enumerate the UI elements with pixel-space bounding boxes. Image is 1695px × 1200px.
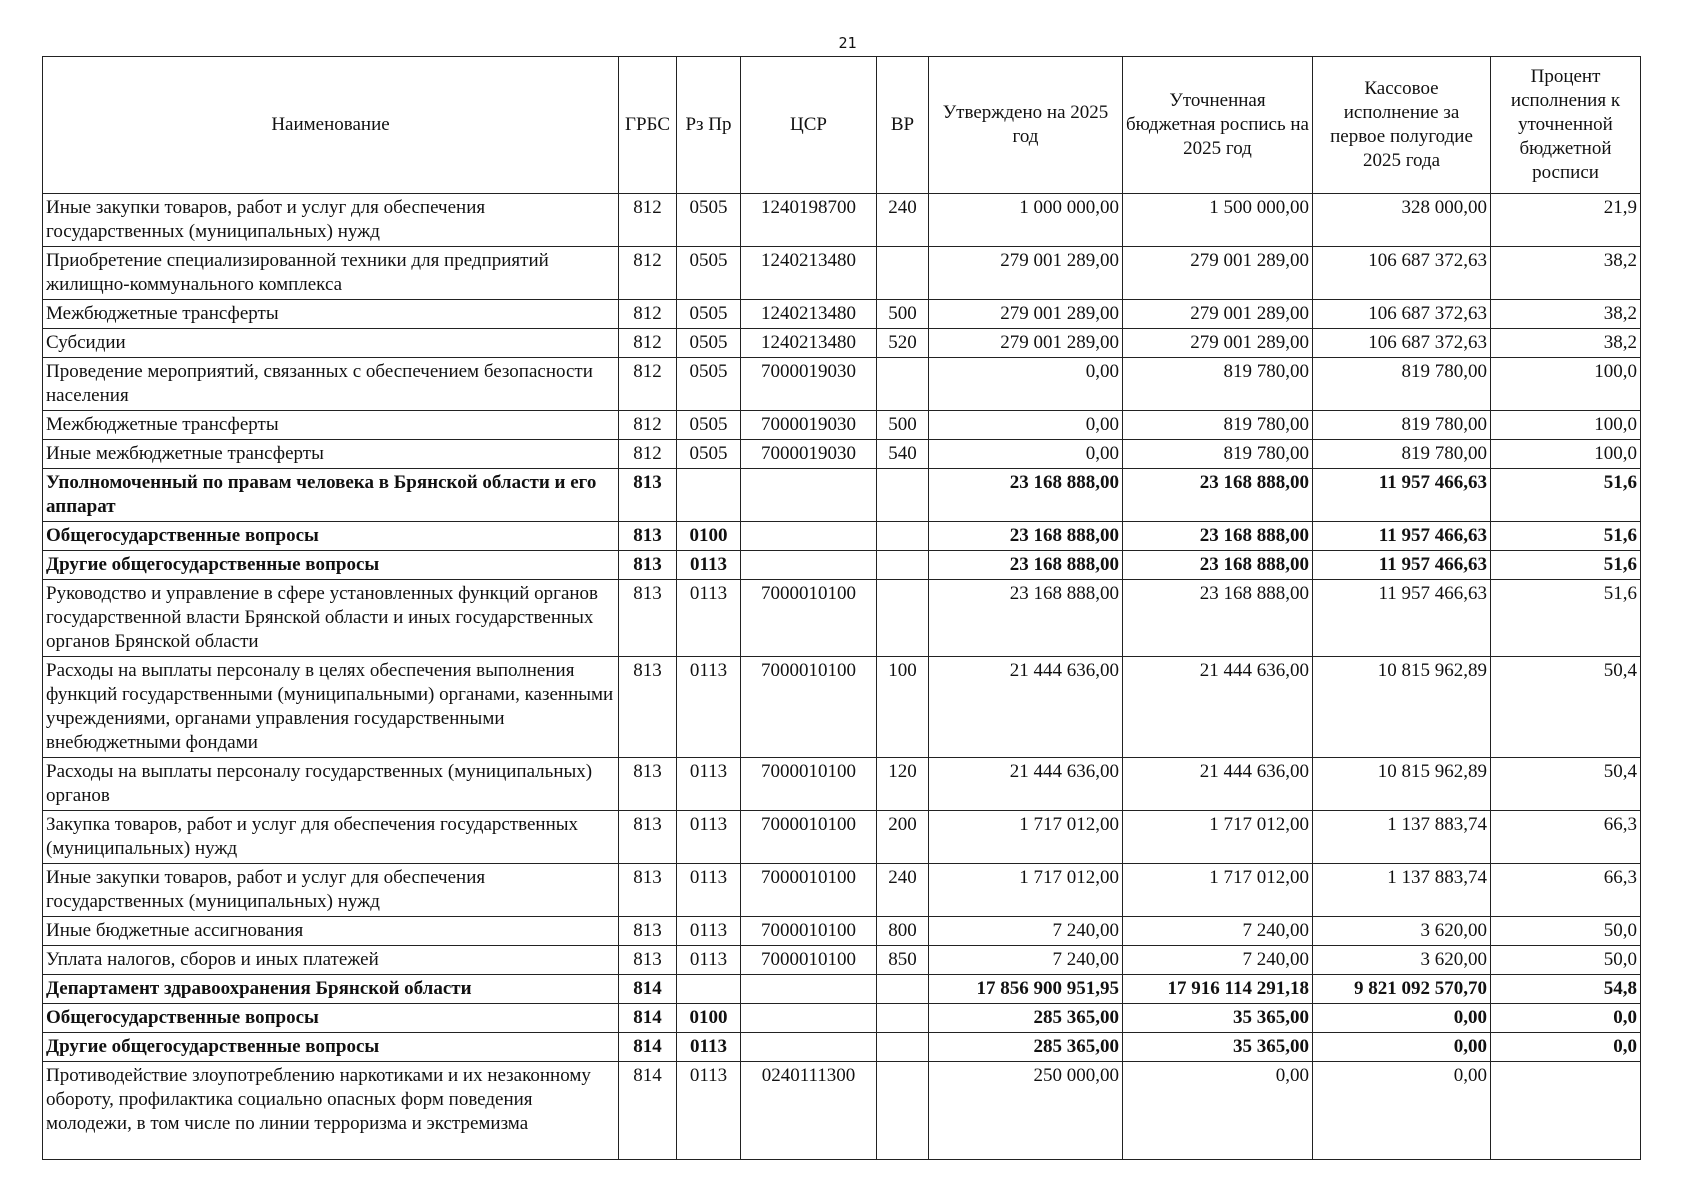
cell-refined: 23 168 888,00 (1123, 522, 1313, 551)
cell-grbs: 812 (619, 247, 677, 300)
cell-rzpr: 0100 (677, 1004, 741, 1033)
cell-cash: 10 815 962,89 (1313, 657, 1491, 758)
cell-cash: 9 821 092 570,70 (1313, 975, 1491, 1004)
cell-cash: 0,00 (1313, 1062, 1491, 1160)
cell-refined: 7 240,00 (1123, 917, 1313, 946)
table-row (43, 864, 1641, 917)
table-row (43, 811, 1641, 864)
cell-approved: 1 717 012,00 (929, 811, 1123, 864)
header-approved: Утверждено на 2025 год (929, 57, 1123, 194)
cell-grbs: 812 (619, 329, 677, 358)
table-row (43, 411, 1641, 440)
cell-csr (741, 522, 877, 551)
cell-cash: 11 957 466,63 (1313, 522, 1491, 551)
cell-rzpr: 0505 (677, 300, 741, 329)
cell-refined: 1 717 012,00 (1123, 864, 1313, 917)
cell-name: Расходы на выплаты персоналу государственных (муниципальных) органов (43, 758, 619, 811)
cell-percent: 21,9 (1491, 194, 1641, 247)
cell-name: Другие общегосударственные вопросы (43, 551, 619, 580)
cell-grbs: 812 (619, 300, 677, 329)
header-grbs: ГРБС (619, 57, 677, 194)
cell-percent: 54,8 (1491, 975, 1641, 1004)
cell-rzpr: 0505 (677, 194, 741, 247)
cell-rzpr: 0505 (677, 411, 741, 440)
cell-cash: 1 137 883,74 (1313, 864, 1491, 917)
cell-grbs: 814 (619, 975, 677, 1004)
cell-name: Иные закупки товаров, работ и услуг для обеспечения государственных (муниципальных) нужд (43, 864, 619, 917)
table-header (43, 57, 1641, 194)
table-row (43, 300, 1641, 329)
cell-percent: 50,4 (1491, 758, 1641, 811)
cell-csr (741, 469, 877, 522)
table-row (43, 975, 1641, 1004)
cell-percent: 51,6 (1491, 522, 1641, 551)
cell-percent: 51,6 (1491, 469, 1641, 522)
page-number: 21 (838, 34, 857, 52)
cell-vr (877, 580, 929, 657)
cell-rzpr: 0100 (677, 522, 741, 551)
cell-percent: 38,2 (1491, 300, 1641, 329)
cell-vr (877, 1033, 929, 1062)
cell-approved: 23 168 888,00 (929, 469, 1123, 522)
table-row (43, 1062, 1641, 1160)
table-row (43, 469, 1641, 522)
cell-vr: 240 (877, 864, 929, 917)
cell-refined: 819 780,00 (1123, 411, 1313, 440)
cell-grbs: 814 (619, 1062, 677, 1160)
cell-approved: 0,00 (929, 440, 1123, 469)
cell-vr (877, 1004, 929, 1033)
cell-name: Межбюджетные трансферты (43, 300, 619, 329)
cell-vr: 500 (877, 411, 929, 440)
budget-table (42, 56, 1641, 1160)
cell-refined: 17 916 114 291,18 (1123, 975, 1313, 1004)
cell-vr: 100 (877, 657, 929, 758)
cell-name: Межбюджетные трансферты (43, 411, 619, 440)
cell-approved: 285 365,00 (929, 1004, 1123, 1033)
cell-grbs: 814 (619, 1033, 677, 1062)
cell-name: Иные закупки товаров, работ и услуг для обеспечения государственных (муниципальных) нужд (43, 194, 619, 247)
header-vr: ВР (877, 57, 929, 194)
cell-approved: 1 717 012,00 (929, 864, 1123, 917)
cell-csr (741, 1033, 877, 1062)
cell-name: Приобретение специализированной техники для предприятий жилищно-коммунального комплекса (43, 247, 619, 300)
cell-grbs: 813 (619, 917, 677, 946)
cell-refined: 21 444 636,00 (1123, 657, 1313, 758)
header-rzpr: Рз Пр (677, 57, 741, 194)
cell-csr: 7000010100 (741, 580, 877, 657)
cell-refined: 21 444 636,00 (1123, 758, 1313, 811)
cell-rzpr: 0505 (677, 329, 741, 358)
cell-csr (741, 551, 877, 580)
cell-rzpr: 0113 (677, 758, 741, 811)
cell-cash: 819 780,00 (1313, 411, 1491, 440)
cell-rzpr: 0113 (677, 657, 741, 758)
cell-grbs: 813 (619, 657, 677, 758)
cell-rzpr: 0505 (677, 358, 741, 411)
cell-grbs: 813 (619, 946, 677, 975)
cell-name: Субсидии (43, 329, 619, 358)
cell-approved: 279 001 289,00 (929, 329, 1123, 358)
cell-grbs: 812 (619, 440, 677, 469)
table-row (43, 758, 1641, 811)
cell-refined: 1 500 000,00 (1123, 194, 1313, 247)
cell-refined: 1 717 012,00 (1123, 811, 1313, 864)
cell-refined: 819 780,00 (1123, 440, 1313, 469)
cell-percent: 100,0 (1491, 440, 1641, 469)
cell-name: Общегосударственные вопросы (43, 522, 619, 551)
cell-grbs: 813 (619, 758, 677, 811)
cell-grbs: 812 (619, 194, 677, 247)
table-row (43, 1004, 1641, 1033)
cell-percent: 100,0 (1491, 358, 1641, 411)
cell-cash: 106 687 372,63 (1313, 329, 1491, 358)
cell-vr: 540 (877, 440, 929, 469)
cell-refined: 23 168 888,00 (1123, 469, 1313, 522)
cell-rzpr: 0113 (677, 551, 741, 580)
cell-csr: 1240213480 (741, 247, 877, 300)
cell-grbs: 813 (619, 522, 677, 551)
cell-name: Уполномоченный по правам человека в Брянской области и его аппарат (43, 469, 619, 522)
cell-vr: 800 (877, 917, 929, 946)
cell-refined: 0,00 (1123, 1062, 1313, 1160)
table-row (43, 580, 1641, 657)
cell-name: Закупка товаров, работ и услуг для обеспечения государственных (муниципальных) нужд (43, 811, 619, 864)
cell-cash: 328 000,00 (1313, 194, 1491, 247)
header-percent: Процент исполнения к уточненной бюджетной росписи (1491, 57, 1641, 194)
cell-percent: 38,2 (1491, 247, 1641, 300)
cell-vr (877, 247, 929, 300)
cell-csr (741, 1004, 877, 1033)
table-row (43, 946, 1641, 975)
cell-approved: 285 365,00 (929, 1033, 1123, 1062)
table-row (43, 1033, 1641, 1062)
cell-cash: 819 780,00 (1313, 440, 1491, 469)
table-row (43, 194, 1641, 247)
cell-csr: 1240213480 (741, 329, 877, 358)
cell-rzpr: 0113 (677, 811, 741, 864)
cell-vr (877, 551, 929, 580)
cell-cash: 0,00 (1313, 1033, 1491, 1062)
cell-grbs: 814 (619, 1004, 677, 1033)
cell-rzpr (677, 975, 741, 1004)
cell-name: Руководство и управление в сфере установленных функций органов государственной власти Брянской области и иных государственных органов Брянской области (43, 580, 619, 657)
cell-csr: 0240111300 (741, 1062, 877, 1160)
table-row (43, 917, 1641, 946)
cell-refined: 23 168 888,00 (1123, 580, 1313, 657)
table-row (43, 440, 1641, 469)
cell-name: Расходы на выплаты персоналу в целях обеспечения выполнения функций государственными (муниципальными) органами, казенными учреждениями, органами управления государственными внебюджетными фондами (43, 657, 619, 758)
cell-name: Другие общегосударственные вопросы (43, 1033, 619, 1062)
cell-csr: 7000019030 (741, 440, 877, 469)
cell-percent: 50,0 (1491, 917, 1641, 946)
cell-name: Уплата налогов, сборов и иных платежей (43, 946, 619, 975)
cell-vr: 120 (877, 758, 929, 811)
cell-approved: 21 444 636,00 (929, 758, 1123, 811)
cell-refined: 23 168 888,00 (1123, 551, 1313, 580)
cell-rzpr (677, 469, 741, 522)
cell-approved: 7 240,00 (929, 946, 1123, 975)
cell-percent: 66,3 (1491, 864, 1641, 917)
cell-approved: 23 168 888,00 (929, 522, 1123, 551)
header-csr: ЦСР (741, 57, 877, 194)
table-row (43, 551, 1641, 580)
table-row (43, 657, 1641, 758)
cell-cash: 11 957 466,63 (1313, 551, 1491, 580)
cell-vr (877, 522, 929, 551)
cell-name: Иные межбюджетные трансферты (43, 440, 619, 469)
cell-name: Иные бюджетные ассигнования (43, 917, 619, 946)
cell-approved: 279 001 289,00 (929, 300, 1123, 329)
cell-rzpr: 0113 (677, 917, 741, 946)
cell-cash: 3 620,00 (1313, 946, 1491, 975)
cell-csr (741, 975, 877, 1004)
cell-cash: 3 620,00 (1313, 917, 1491, 946)
cell-refined: 35 365,00 (1123, 1033, 1313, 1062)
cell-percent: 50,4 (1491, 657, 1641, 758)
cell-vr (877, 1062, 929, 1160)
cell-approved: 7 240,00 (929, 917, 1123, 946)
cell-cash: 106 687 372,63 (1313, 247, 1491, 300)
cell-approved: 279 001 289,00 (929, 247, 1123, 300)
cell-rzpr: 0113 (677, 1062, 741, 1160)
header-cash: Кассовое исполнение за первое полугодие 2025 года (1313, 57, 1491, 194)
cell-csr: 7000010100 (741, 946, 877, 975)
cell-rzpr: 0505 (677, 247, 741, 300)
cell-csr: 1240198700 (741, 194, 877, 247)
cell-cash: 11 957 466,63 (1313, 469, 1491, 522)
cell-csr: 7000010100 (741, 917, 877, 946)
cell-refined: 7 240,00 (1123, 946, 1313, 975)
cell-csr: 7000010100 (741, 758, 877, 811)
cell-cash: 819 780,00 (1313, 358, 1491, 411)
cell-refined: 279 001 289,00 (1123, 329, 1313, 358)
cell-cash: 0,00 (1313, 1004, 1491, 1033)
cell-vr (877, 358, 929, 411)
cell-vr (877, 975, 929, 1004)
cell-grbs: 813 (619, 551, 677, 580)
cell-percent: 0,0 (1491, 1033, 1641, 1062)
table-row (43, 329, 1641, 358)
table-row (43, 522, 1641, 551)
cell-grbs: 812 (619, 411, 677, 440)
cell-csr: 7000010100 (741, 811, 877, 864)
cell-refined: 35 365,00 (1123, 1004, 1313, 1033)
cell-approved: 23 168 888,00 (929, 580, 1123, 657)
cell-approved: 23 168 888,00 (929, 551, 1123, 580)
cell-approved: 21 444 636,00 (929, 657, 1123, 758)
cell-cash: 1 137 883,74 (1313, 811, 1491, 864)
cell-cash: 10 815 962,89 (1313, 758, 1491, 811)
cell-approved: 17 856 900 951,95 (929, 975, 1123, 1004)
cell-rzpr: 0113 (677, 864, 741, 917)
cell-vr: 500 (877, 300, 929, 329)
cell-percent: 38,2 (1491, 329, 1641, 358)
cell-vr: 200 (877, 811, 929, 864)
cell-percent: 100,0 (1491, 411, 1641, 440)
cell-csr: 7000010100 (741, 864, 877, 917)
cell-rzpr: 0505 (677, 440, 741, 469)
cell-vr: 850 (877, 946, 929, 975)
cell-rzpr: 0113 (677, 946, 741, 975)
cell-vr: 240 (877, 194, 929, 247)
cell-rzpr: 0113 (677, 1033, 741, 1062)
cell-grbs: 813 (619, 469, 677, 522)
table-body (43, 194, 1641, 1160)
cell-cash: 11 957 466,63 (1313, 580, 1491, 657)
cell-percent: 51,6 (1491, 580, 1641, 657)
cell-percent: 66,3 (1491, 811, 1641, 864)
cell-grbs: 813 (619, 580, 677, 657)
cell-refined: 819 780,00 (1123, 358, 1313, 411)
cell-percent: 0,0 (1491, 1004, 1641, 1033)
cell-name: Проведение мероприятий, связанных с обеспечением безопасности населения (43, 358, 619, 411)
table-row (43, 247, 1641, 300)
cell-csr: 7000019030 (741, 358, 877, 411)
cell-name: Противодействие злоупотреблению наркотиками и их незаконному обороту, профилактика социально опасных форм поведения молодежи, в том числе по линии терроризма и экстремизма (43, 1062, 619, 1160)
cell-vr: 520 (877, 329, 929, 358)
cell-csr: 7000010100 (741, 657, 877, 758)
cell-grbs: 813 (619, 864, 677, 917)
cell-approved: 0,00 (929, 358, 1123, 411)
cell-vr (877, 469, 929, 522)
cell-csr: 1240213480 (741, 300, 877, 329)
cell-grbs: 812 (619, 358, 677, 411)
cell-refined: 279 001 289,00 (1123, 247, 1313, 300)
cell-refined: 279 001 289,00 (1123, 300, 1313, 329)
cell-cash: 106 687 372,63 (1313, 300, 1491, 329)
cell-approved: 0,00 (929, 411, 1123, 440)
header-name: Наименование (43, 57, 619, 194)
cell-rzpr: 0113 (677, 580, 741, 657)
cell-name: Департамент здравоохранения Брянской области (43, 975, 619, 1004)
cell-percent: 51,6 (1491, 551, 1641, 580)
header-refined: Уточненная бюджетная роспись на 2025 год (1123, 57, 1313, 194)
cell-percent (1491, 1062, 1641, 1160)
cell-approved: 250 000,00 (929, 1062, 1123, 1160)
cell-csr: 7000019030 (741, 411, 877, 440)
cell-grbs: 813 (619, 811, 677, 864)
cell-percent: 50,0 (1491, 946, 1641, 975)
cell-approved: 1 000 000,00 (929, 194, 1123, 247)
cell-name: Общегосударственные вопросы (43, 1004, 619, 1033)
table-row (43, 358, 1641, 411)
